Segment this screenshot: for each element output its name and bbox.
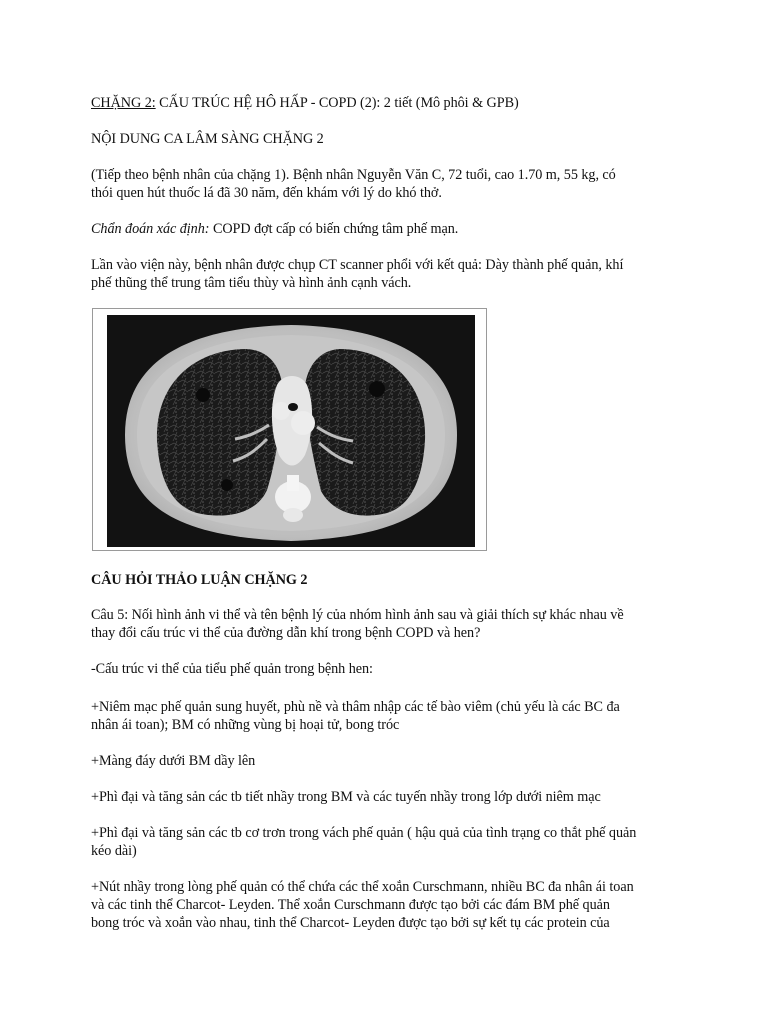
point-4-line-2: kéo dài) — [91, 843, 137, 859]
diagnosis-label: Chẩn đoán xác định: — [91, 221, 210, 237]
case-section-title: NỘI DUNG CA LÂM SÀNG CHẶNG 2 — [91, 131, 324, 147]
ct-scan-illustration — [107, 315, 475, 547]
chang-heading — [91, 94, 519, 112]
point-5-line-1: +Nút nhầy trong lòng phế quản có thể chứa các thể xoắn Curschmann, nhiều BC đa nhân ái toan — [91, 879, 634, 895]
point-5-line-3: bong tróc và xoắn vào nhau, tinh thể Charcot- Leyden được tạo bởi sự kết tụ các protein của — [91, 915, 610, 931]
ct-result-line-2: phế thũng thể trung tâm tiểu thùy và hình ảnh cạnh vách. — [91, 275, 412, 291]
ct-scan-image — [92, 308, 487, 551]
chang-title: CẤU TRÚC HỆ HÔ HẤP - COPD (2): 2 tiết (Mô phôi & GPB) — [155, 95, 519, 111]
point-5-line-2: và các tinh thể Charcot- Leyden. Thể xoắn Curschmann được tạo bởi các đám BM phế quản — [91, 897, 610, 913]
case-intro-line-1: (Tiếp theo bệnh nhân của chặng 1). Bệnh nhân Nguyễn Văn C, 72 tuổi, cao 1.70 m, 55 kg, có — [91, 167, 616, 183]
discussion-title: CÂU HỎI THẢO LUẬN CHẶNG 2 — [91, 572, 308, 588]
point-2: +Màng đáy dưới BM dầy lên — [91, 753, 256, 769]
diagnosis-text: COPD đợt cấp có biến chứng tâm phế mạn. — [209, 221, 459, 237]
point-1-line-1: +Niêm mạc phế quản sung huyết, phù nề và thâm nhập các tế bào viêm (chủ yếu là các BC đa — [91, 699, 620, 715]
point-1-line-2: nhân ái toan); BM có những vùng bị hoại tử, bong tróc — [91, 717, 400, 733]
diagnosis-line — [91, 220, 458, 238]
ct-result-line-1: Lần vào viện này, bệnh nhân được chụp CT scanner phổi với kết quả: Dày thành phế quản, khí — [91, 257, 624, 273]
chang-label: CHẶNG 2: — [91, 95, 156, 111]
question-5-line-1: Câu 5: Nối hình ảnh vi thể và tên bệnh lý của nhóm hình ảnh sau và giải thích sự khác nhau về — [91, 607, 624, 623]
question-5-line-2: thay đổi cấu trúc vi thể của đường dẫn khí trong bệnh COPD và hen? — [91, 625, 481, 641]
asthma-structure-heading: -Cấu trúc vi thể của tiểu phế quản trong bệnh hen: — [91, 661, 373, 677]
point-4-line-1: +Phì đại và tăng sản các tb cơ trơn trong vách phế quản ( hậu quả của tình trạng co thắt phế quản — [91, 825, 637, 841]
point-3: +Phì đại và tăng sản các tb tiết nhầy trong BM và các tuyến nhầy trong lớp dưới niêm mạc — [91, 789, 601, 805]
case-intro-line-2: thói quen hút thuốc lá đã 30 năm, đến khám với lý do khó thở. — [91, 185, 442, 201]
